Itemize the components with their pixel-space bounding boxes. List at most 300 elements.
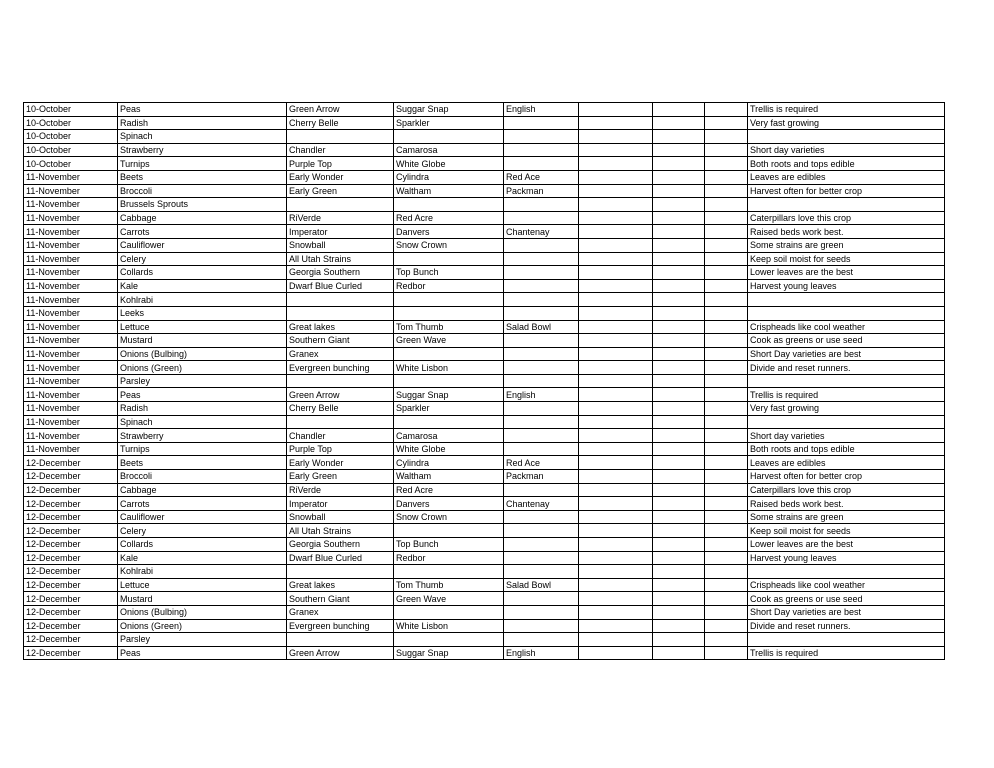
extra-2-cell <box>653 388 705 402</box>
extra-1-cell <box>579 252 653 266</box>
extra-1-cell <box>579 103 653 117</box>
variety-3-cell <box>504 483 579 497</box>
extra-2-cell <box>653 293 705 307</box>
extra-1-cell <box>579 306 653 320</box>
variety-3-cell <box>504 510 579 524</box>
notes-cell: Harvest often for better crop <box>748 184 945 198</box>
notes-cell: Crispheads like cool weather <box>748 578 945 592</box>
month-cell: 11-November <box>24 238 118 252</box>
notes-cell: Lower leaves are the best <box>748 266 945 280</box>
variety-3-cell: English <box>504 646 579 660</box>
notes-cell: Harvest often for better crop <box>748 470 945 484</box>
variety-3-cell: Salad Bowl <box>504 578 579 592</box>
variety-1-cell: Imperator <box>287 225 394 239</box>
table-body <box>24 103 945 660</box>
extra-3-cell <box>705 605 748 619</box>
notes-cell: Harvest young leaves <box>748 279 945 293</box>
variety-1-cell: Dwarf Blue Curled <box>287 551 394 565</box>
extra-3-cell <box>705 442 748 456</box>
table-row <box>24 605 945 619</box>
variety-2-cell: Red Acre <box>394 211 504 225</box>
variety-3-cell: English <box>504 388 579 402</box>
variety-2-cell <box>394 633 504 647</box>
extra-3-cell <box>705 361 748 375</box>
variety-2-cell <box>394 252 504 266</box>
variety-3-cell <box>504 619 579 633</box>
crop-cell: Turnips <box>118 157 287 171</box>
variety-3-cell: Chantenay <box>504 225 579 239</box>
crop-cell: Beets <box>118 456 287 470</box>
variety-1-cell: Early Green <box>287 470 394 484</box>
variety-2-cell: Redbor <box>394 551 504 565</box>
table-row <box>24 266 945 280</box>
extra-2-cell <box>653 374 705 388</box>
month-cell: 12-December <box>24 646 118 660</box>
table-row <box>24 374 945 388</box>
extra-1-cell <box>579 619 653 633</box>
variety-3-cell <box>504 157 579 171</box>
variety-1-cell: RiVerde <box>287 211 394 225</box>
variety-1-cell: Imperator <box>287 497 394 511</box>
notes-cell: Some strains are green <box>748 238 945 252</box>
month-cell: 10-October <box>24 130 118 144</box>
variety-2-cell <box>394 565 504 579</box>
extra-3-cell <box>705 619 748 633</box>
extra-1-cell <box>579 279 653 293</box>
variety-2-cell <box>394 130 504 144</box>
extra-1-cell <box>579 334 653 348</box>
month-cell: 11-November <box>24 334 118 348</box>
extra-1-cell <box>579 225 653 239</box>
variety-3-cell <box>504 538 579 552</box>
extra-3-cell <box>705 252 748 266</box>
extra-3-cell <box>705 551 748 565</box>
extra-3-cell <box>705 211 748 225</box>
extra-1-cell <box>579 497 653 511</box>
crop-cell: Brussels Sprouts <box>118 198 287 212</box>
table-row <box>24 442 945 456</box>
table-row <box>24 510 945 524</box>
variety-1-cell: Evergreen bunching <box>287 361 394 375</box>
variety-2-cell: Tom Thumb <box>394 578 504 592</box>
extra-3-cell <box>705 347 748 361</box>
crop-cell: Celery <box>118 252 287 266</box>
notes-cell: Trellis is required <box>748 388 945 402</box>
crop-cell: Radish <box>118 402 287 416</box>
extra-2-cell <box>653 225 705 239</box>
month-cell: 12-December <box>24 633 118 647</box>
variety-2-cell: Suggar Snap <box>394 646 504 660</box>
extra-1-cell <box>579 170 653 184</box>
table-row <box>24 565 945 579</box>
variety-1-cell: Green Arrow <box>287 103 394 117</box>
month-cell: 12-December <box>24 578 118 592</box>
crop-cell: Leeks <box>118 306 287 320</box>
extra-2-cell <box>653 266 705 280</box>
extra-2-cell <box>653 633 705 647</box>
month-cell: 11-November <box>24 211 118 225</box>
variety-1-cell: Snowball <box>287 238 394 252</box>
crop-cell: Lettuce <box>118 320 287 334</box>
variety-1-cell: Green Arrow <box>287 646 394 660</box>
extra-1-cell <box>579 633 653 647</box>
table-row <box>24 524 945 538</box>
month-cell: 12-December <box>24 605 118 619</box>
crop-cell: Mustard <box>118 334 287 348</box>
crop-cell: Onions (Green) <box>118 361 287 375</box>
extra-1-cell <box>579 551 653 565</box>
table-row <box>24 388 945 402</box>
extra-3-cell <box>705 157 748 171</box>
notes-cell <box>748 633 945 647</box>
extra-1-cell <box>579 510 653 524</box>
variety-3-cell <box>504 252 579 266</box>
table-row <box>24 633 945 647</box>
month-cell: 11-November <box>24 266 118 280</box>
notes-cell: Raised beds work best. <box>748 225 945 239</box>
extra-2-cell <box>653 578 705 592</box>
month-cell: 12-December <box>24 551 118 565</box>
table-row <box>24 279 945 293</box>
variety-3-cell: English <box>504 103 579 117</box>
notes-cell: Both roots and tops edible <box>748 442 945 456</box>
extra-3-cell <box>705 320 748 334</box>
extra-2-cell <box>653 184 705 198</box>
month-cell: 10-October <box>24 157 118 171</box>
extra-1-cell <box>579 605 653 619</box>
extra-2-cell <box>653 143 705 157</box>
notes-cell: Cook as greens or use seed <box>748 334 945 348</box>
extra-1-cell <box>579 442 653 456</box>
extra-3-cell <box>705 143 748 157</box>
notes-cell: Lower leaves are the best <box>748 538 945 552</box>
crop-cell: Spinach <box>118 415 287 429</box>
notes-cell: Raised beds work best. <box>748 497 945 511</box>
crop-cell: Peas <box>118 388 287 402</box>
crop-cell: Strawberry <box>118 143 287 157</box>
extra-2-cell <box>653 646 705 660</box>
table-row <box>24 429 945 443</box>
extra-3-cell <box>705 524 748 538</box>
table-row <box>24 456 945 470</box>
variety-2-cell: Cylindra <box>394 456 504 470</box>
variety-1-cell: Great lakes <box>287 320 394 334</box>
variety-3-cell <box>504 361 579 375</box>
crop-cell: Mustard <box>118 592 287 606</box>
table-row <box>24 143 945 157</box>
extra-1-cell <box>579 578 653 592</box>
month-cell: 11-November <box>24 279 118 293</box>
variety-3-cell <box>504 143 579 157</box>
month-cell: 12-December <box>24 538 118 552</box>
variety-1-cell: Purple Top <box>287 157 394 171</box>
notes-cell: Short Day varieties are best <box>748 347 945 361</box>
extra-3-cell <box>705 456 748 470</box>
table-row <box>24 402 945 416</box>
variety-1-cell: All Utah Strains <box>287 524 394 538</box>
notes-cell: Divide and reset runners. <box>748 619 945 633</box>
extra-2-cell <box>653 442 705 456</box>
table-row <box>24 157 945 171</box>
extra-3-cell <box>705 633 748 647</box>
extra-3-cell <box>705 116 748 130</box>
month-cell: 10-October <box>24 103 118 117</box>
month-cell: 11-November <box>24 293 118 307</box>
extra-2-cell <box>653 619 705 633</box>
month-cell: 12-December <box>24 497 118 511</box>
extra-2-cell <box>653 551 705 565</box>
variety-2-cell <box>394 198 504 212</box>
variety-2-cell <box>394 293 504 307</box>
extra-2-cell <box>653 279 705 293</box>
variety-1-cell: Southern Giant <box>287 592 394 606</box>
notes-cell: Cook as greens or use seed <box>748 592 945 606</box>
extra-1-cell <box>579 157 653 171</box>
extra-1-cell <box>579 211 653 225</box>
variety-3-cell <box>504 402 579 416</box>
extra-1-cell <box>579 347 653 361</box>
extra-3-cell <box>705 225 748 239</box>
extra-3-cell <box>705 279 748 293</box>
extra-1-cell <box>579 429 653 443</box>
crop-cell: Kale <box>118 551 287 565</box>
variety-2-cell: Waltham <box>394 470 504 484</box>
extra-3-cell <box>705 306 748 320</box>
variety-2-cell: Tom Thumb <box>394 320 504 334</box>
variety-3-cell <box>504 415 579 429</box>
month-cell: 10-October <box>24 116 118 130</box>
variety-2-cell <box>394 524 504 538</box>
variety-3-cell <box>504 293 579 307</box>
crop-cell: Beets <box>118 170 287 184</box>
variety-2-cell: Snow Crown <box>394 238 504 252</box>
variety-3-cell <box>504 429 579 443</box>
notes-cell: Harvest young leaves <box>748 551 945 565</box>
notes-cell: Caterpillars love this crop <box>748 483 945 497</box>
notes-cell: Trellis is required <box>748 103 945 117</box>
variety-1-cell: RiVerde <box>287 483 394 497</box>
extra-2-cell <box>653 402 705 416</box>
variety-2-cell: Sparkler <box>394 402 504 416</box>
variety-2-cell: Top Bunch <box>394 266 504 280</box>
extra-3-cell <box>705 198 748 212</box>
variety-1-cell: Granex <box>287 347 394 361</box>
extra-2-cell <box>653 211 705 225</box>
month-cell: 11-November <box>24 306 118 320</box>
table-row <box>24 116 945 130</box>
variety-1-cell: Evergreen bunching <box>287 619 394 633</box>
crop-cell: Collards <box>118 266 287 280</box>
variety-3-cell <box>504 565 579 579</box>
variety-3-cell <box>504 605 579 619</box>
variety-2-cell <box>394 374 504 388</box>
notes-cell: Keep soil moist for seeds <box>748 524 945 538</box>
extra-1-cell <box>579 361 653 375</box>
extra-1-cell <box>579 320 653 334</box>
variety-2-cell: Cylindra <box>394 170 504 184</box>
variety-2-cell: Red Acre <box>394 483 504 497</box>
month-cell: 11-November <box>24 252 118 266</box>
extra-1-cell <box>579 130 653 144</box>
extra-3-cell <box>705 334 748 348</box>
extra-2-cell <box>653 252 705 266</box>
extra-3-cell <box>705 429 748 443</box>
variety-1-cell <box>287 374 394 388</box>
variety-1-cell <box>287 565 394 579</box>
notes-cell: Short day varieties <box>748 143 945 157</box>
notes-cell: Very fast growing <box>748 402 945 416</box>
extra-3-cell <box>705 415 748 429</box>
extra-3-cell <box>705 470 748 484</box>
extra-2-cell <box>653 238 705 252</box>
extra-3-cell <box>705 402 748 416</box>
crop-cell: Kohlrabi <box>118 565 287 579</box>
crop-cell: Parsley <box>118 633 287 647</box>
extra-2-cell <box>653 565 705 579</box>
notes-cell: Trellis is required <box>748 646 945 660</box>
month-cell: 11-November <box>24 198 118 212</box>
extra-3-cell <box>705 497 748 511</box>
variety-2-cell: White Globe <box>394 442 504 456</box>
crop-cell: Kale <box>118 279 287 293</box>
variety-3-cell <box>504 130 579 144</box>
extra-1-cell <box>579 388 653 402</box>
table-row <box>24 619 945 633</box>
extra-1-cell <box>579 456 653 470</box>
table-row <box>24 320 945 334</box>
variety-3-cell <box>504 374 579 388</box>
variety-2-cell: Sparkler <box>394 116 504 130</box>
variety-3-cell: Packman <box>504 184 579 198</box>
extra-3-cell <box>705 103 748 117</box>
variety-2-cell <box>394 415 504 429</box>
month-cell: 11-November <box>24 170 118 184</box>
table-row <box>24 483 945 497</box>
extra-2-cell <box>653 415 705 429</box>
extra-2-cell <box>653 157 705 171</box>
notes-cell <box>748 130 945 144</box>
variety-2-cell: White Lisbon <box>394 361 504 375</box>
extra-2-cell <box>653 334 705 348</box>
month-cell: 12-December <box>24 619 118 633</box>
variety-3-cell <box>504 592 579 606</box>
crop-cell: Onions (Green) <box>118 619 287 633</box>
crop-cell: Celery <box>118 524 287 538</box>
extra-2-cell <box>653 483 705 497</box>
extra-1-cell <box>579 143 653 157</box>
variety-1-cell: Granex <box>287 605 394 619</box>
extra-1-cell <box>579 402 653 416</box>
variety-1-cell: Southern Giant <box>287 334 394 348</box>
crop-cell: Kohlrabi <box>118 293 287 307</box>
variety-1-cell: Georgia Southern <box>287 538 394 552</box>
variety-3-cell <box>504 633 579 647</box>
variety-2-cell: Camarosa <box>394 143 504 157</box>
table-row <box>24 578 945 592</box>
variety-1-cell <box>287 306 394 320</box>
extra-3-cell <box>705 293 748 307</box>
month-cell: 12-December <box>24 456 118 470</box>
variety-3-cell <box>504 442 579 456</box>
variety-2-cell: Green Wave <box>394 334 504 348</box>
variety-3-cell: Red Ace <box>504 456 579 470</box>
notes-cell: Short day varieties <box>748 429 945 443</box>
variety-1-cell: Green Arrow <box>287 388 394 402</box>
variety-2-cell: Redbor <box>394 279 504 293</box>
variety-3-cell <box>504 266 579 280</box>
extra-2-cell <box>653 429 705 443</box>
extra-2-cell <box>653 361 705 375</box>
variety-1-cell: Snowball <box>287 510 394 524</box>
crop-cell: Parsley <box>118 374 287 388</box>
crop-cell: Broccoli <box>118 470 287 484</box>
extra-2-cell <box>653 320 705 334</box>
variety-1-cell: Chandler <box>287 429 394 443</box>
table-row <box>24 347 945 361</box>
table-row <box>24 646 945 660</box>
extra-2-cell <box>653 592 705 606</box>
extra-2-cell <box>653 306 705 320</box>
extra-1-cell <box>579 415 653 429</box>
notes-cell: Divide and reset runners. <box>748 361 945 375</box>
variety-3-cell <box>504 116 579 130</box>
extra-2-cell <box>653 130 705 144</box>
table-row <box>24 334 945 348</box>
variety-2-cell <box>394 605 504 619</box>
crop-cell: Carrots <box>118 497 287 511</box>
extra-1-cell <box>579 238 653 252</box>
variety-3-cell <box>504 211 579 225</box>
month-cell: 12-December <box>24 524 118 538</box>
notes-cell: Both roots and tops edible <box>748 157 945 171</box>
month-cell: 11-November <box>24 442 118 456</box>
table-row <box>24 415 945 429</box>
notes-cell <box>748 198 945 212</box>
table-row <box>24 551 945 565</box>
variety-3-cell <box>504 334 579 348</box>
extra-2-cell <box>653 103 705 117</box>
variety-1-cell: Georgia Southern <box>287 266 394 280</box>
variety-3-cell: Salad Bowl <box>504 320 579 334</box>
month-cell: 11-November <box>24 184 118 198</box>
extra-3-cell <box>705 646 748 660</box>
extra-1-cell <box>579 470 653 484</box>
extra-3-cell <box>705 130 748 144</box>
crop-cell: Turnips <box>118 442 287 456</box>
extra-2-cell <box>653 524 705 538</box>
extra-3-cell <box>705 483 748 497</box>
notes-cell <box>748 374 945 388</box>
extra-1-cell <box>579 483 653 497</box>
extra-1-cell <box>579 538 653 552</box>
variety-1-cell: Chandler <box>287 143 394 157</box>
variety-1-cell <box>287 633 394 647</box>
variety-1-cell: Great lakes <box>287 578 394 592</box>
extra-1-cell <box>579 374 653 388</box>
table-row <box>24 103 945 117</box>
extra-2-cell <box>653 116 705 130</box>
crop-cell: Broccoli <box>118 184 287 198</box>
crop-cell: Peas <box>118 646 287 660</box>
variety-1-cell: Early Green <box>287 184 394 198</box>
variety-1-cell: Early Wonder <box>287 170 394 184</box>
extra-1-cell <box>579 293 653 307</box>
variety-1-cell: Early Wonder <box>287 456 394 470</box>
variety-3-cell: Chantenay <box>504 497 579 511</box>
crop-cell: Onions (Bulbing) <box>118 605 287 619</box>
extra-3-cell <box>705 565 748 579</box>
variety-2-cell: Waltham <box>394 184 504 198</box>
